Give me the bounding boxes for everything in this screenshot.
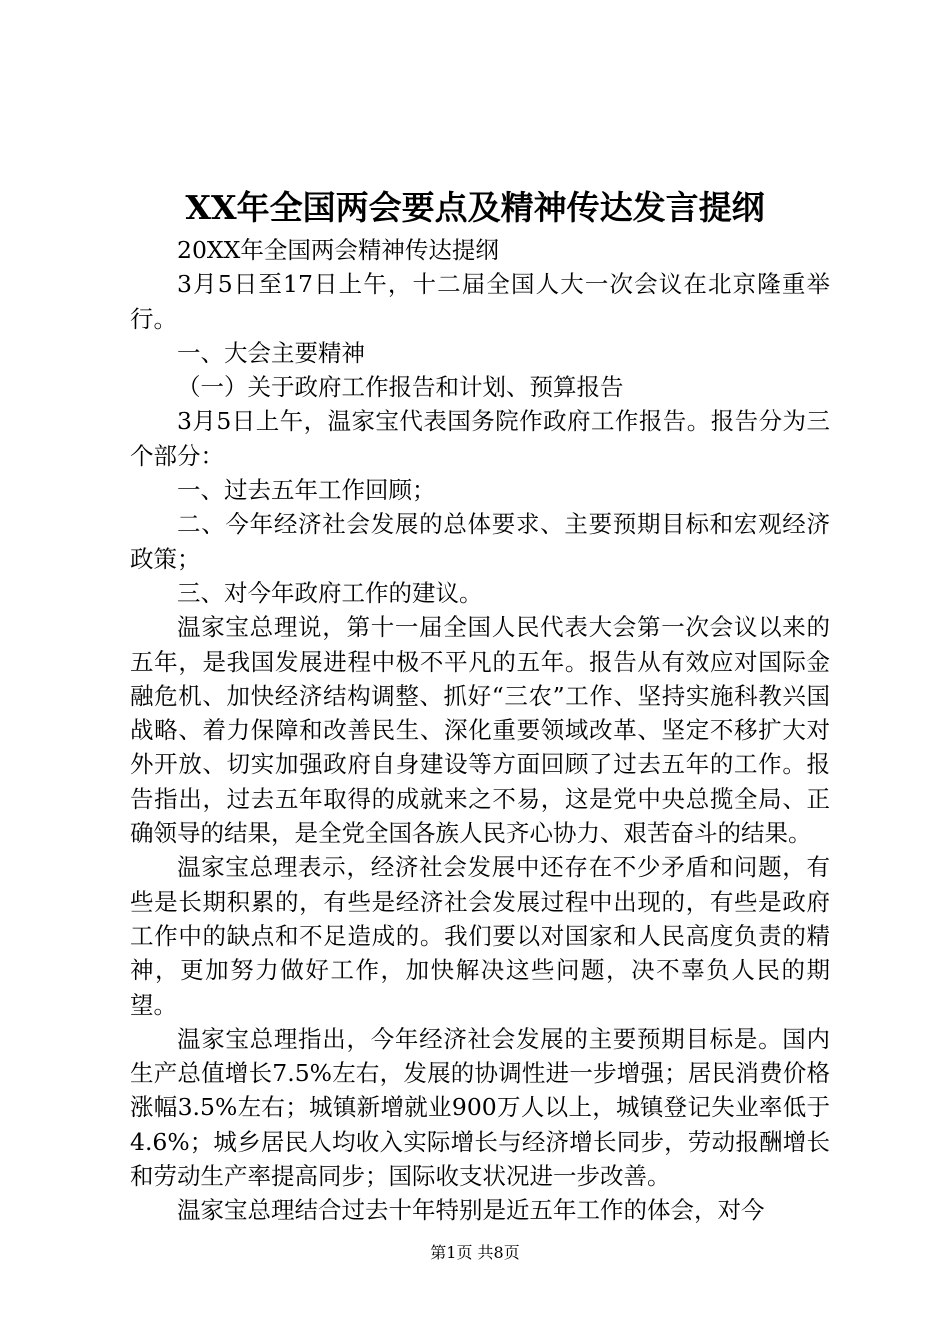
list-item: 一、过去五年工作回顾；: [177, 476, 436, 505]
document-body: [130, 233, 830, 1228]
paragraph: 3月5日至17日上午，十二届全国人大一次会议在北京隆重举行。: [130, 270, 830, 333]
paragraph-subtitle: 20XX年全国两会精神传达提纲: [177, 236, 499, 264]
document-title: XX年全国两会要点及精神传达发言提纲: [185, 188, 765, 227]
paragraph: 温家宝总理指出，今年经济社会发展的主要预期目标是。国内生产总值增长7.5%左右，发展的协调性进一步增强；居民消费价格涨幅3.5%左右；城镇新增就业900万人以上，城镇登记失业率低于4.6%；城乡居民人均收入实际增长与经济增长同步，劳动报酬增长和劳动生产率提高同步；国际收支状况进一步改善。: [130, 1024, 830, 1191]
subsection-heading: （一）关于政府工作报告和计划、预算报告: [177, 373, 624, 402]
section-heading: 一、大会主要精神: [177, 338, 365, 367]
page-footer: 第1页 共8页: [430, 1243, 520, 1262]
paragraph: 温家宝总理说，第十一届全国人民代表大会第一次会议以来的五年，是我国发展进程中极不平凡的五年。报告从有效应对国际金融危机、加快经济结构调整、抓好“三农”工作、坚持实施科教兴国战略、着力保障和改善民生、深化重要领域改革、坚定不移扩大对外开放、切实加强政府自身建设等方面回顾了过去五年的工作。报告指出，过去五年取得的成就来之不易，这是党中央总揽全局、正确领导的结果，是全党全国各族人民齐心协力、艰苦奋斗的结果。: [130, 613, 830, 848]
list-item: 二、今年经济社会发展的总体要求、主要预期目标和宏观经济政策；: [130, 510, 830, 573]
list-item: 三、对今年政府工作的建议。: [177, 578, 483, 607]
paragraph: 温家宝总理结合过去十年特别是近五年工作的体会，对今: [177, 1196, 765, 1225]
paragraph: 温家宝总理表示，经济社会发展中还存在不少矛盾和问题，有些是长期积累的，有些是经济社会发展过程中出现的，有些是政府工作中的缺点和不足造成的。我们要以对国家和人民高度负责的精神，更加努力做好工作，加快解决这些问题，决不辜负人民的期望。: [130, 853, 830, 1019]
paragraph: 3月5日上午，温家宝代表国务院作政府工作报告。报告分为三个部分：: [130, 407, 830, 470]
